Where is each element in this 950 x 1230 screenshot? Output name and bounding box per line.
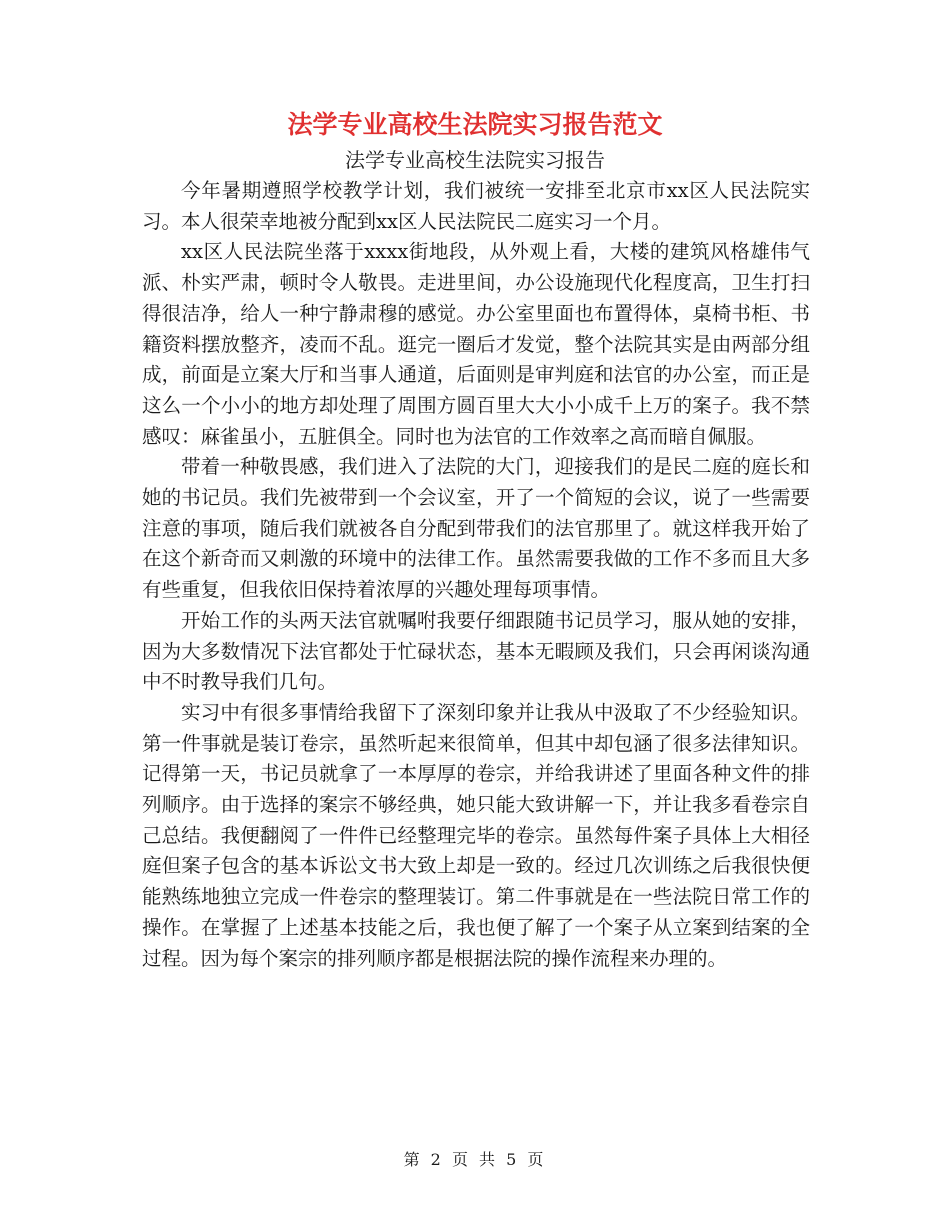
paragraph: 带着一种敬畏感，我们进入了法院的大门，迎接我们的是民二庭的庭长和她的书记员。我们先被带到一个会议室，开了一个简短的会议，说了一些需要注意的事项，随后我们就被各自分配到带我们的法官那里了。就这样我开始了在这个新奇而又刺激的环境中的法律工作。虽然需要我做的工作不多而且大多有些重复，但我依旧保持着浓厚的兴趣处理每项事情。 — [142, 455, 810, 602]
document-title: 法学专业高校生法院实习报告范文 — [287, 110, 663, 139]
paragraph: 实习中有很多事情给我留下了深刻印象并让我从中汲取了不少经验知识。第一件事就是装订卷宗，虽然听起来很简单，但其中却包涵了很多法律知识。记得第一天，书记员就拿了一本厚厚的卷宗，并给我讲述了里面各种文件的排列顺序。由于选择的案宗不够经典，她只能大致讲解一下，并让我多看卷宗自己总结。我便翻阅了一件件已经整理完毕的卷宗。虽然每件案子具体上大相径庭但案子包含的基本诉讼文书大致上却是一致的。经过几次训练之后我很快便能熟练地独立完成一件卷宗的整理装订。第二件事就是在一些法院日常工作的操作。在掌握了上述基本技能之后，我也便了解了一个案子从立案到结案的全过程。因为每个案宗的排列顺序都是根据法院的操作流程来办理的。 — [142, 700, 810, 970]
document-subtitle: 法学专业高校生法院实习报告 — [345, 148, 605, 172]
paragraph: xx区人民法院坐落于xxxx街地段，从外观上看，大楼的建筑风格雄伟气派、朴实严肃，顿时令人敬畏。走进里间，办公设施现代化程度高，卫生打扫得很洁净，给人一种宁静肃穆的感觉。办公室里面也布置得体，桌椅书柜、书籍资料摆放整齐，凌而不乱。逛完一圈后才发觉，整个法院其实是由两部分组成，前面是立案大厅和当事人通道，后面则是审判庭和法官的办公室，而正是这么一个小小的地方却处理了周围方圆百里大大小小成千上万的案子。我不禁感叹：麻雀虽小，五脏俱全。同时也为法官的工作效率之高而暗自佩服。 — [142, 240, 810, 448]
paragraph: 今年暑期遵照学校教学计划，我们被统一安排至北京市xx区人民法院实习。本人很荣幸地被分配到xx区人民法院民二庭实习一个月。 — [142, 179, 810, 233]
paragraph: 开始工作的头两天法官就嘱咐我要仔细跟随书记员学习，服从她的安排，因为大多数情况下法官都处于忙碌状态，基本无暇顾及我们，只会再闲谈沟通中不时教导我们几句。 — [142, 608, 810, 694]
document-body — [142, 176, 810, 974]
page-number-footer: 第 2 页 共 5 页 — [403, 1150, 547, 1169]
